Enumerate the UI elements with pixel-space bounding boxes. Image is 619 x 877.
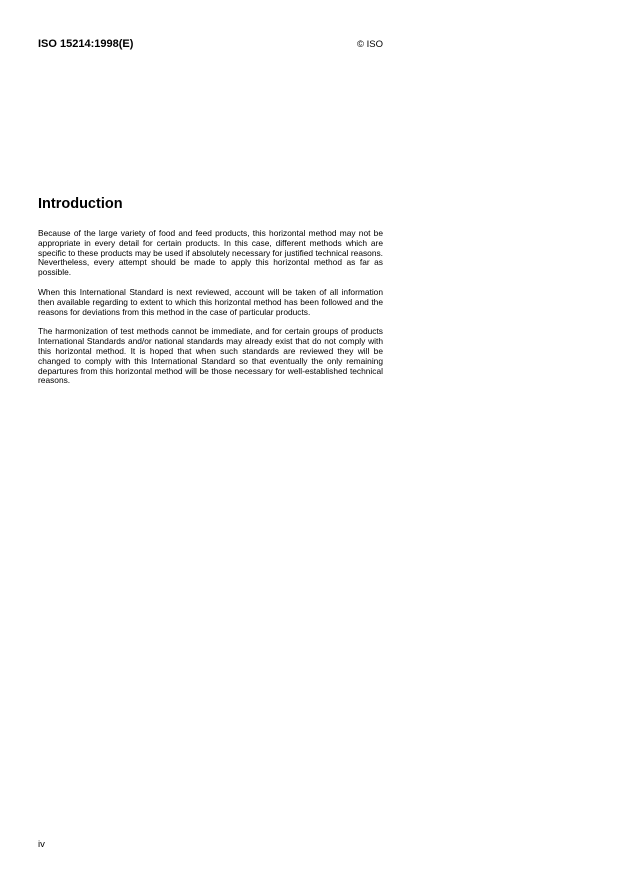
paragraph: Because of the large variety of food and feed products, this horizontal method may not be appropriate in every detail for certain products. In this case, different methods which are specific to these products may be used if absolutely necessary for justified technical reasons. Nevertheless, every attempt should be made to apply this horizontal method as far as possible. (38, 228, 383, 278)
section-body (38, 229, 383, 396)
paragraph: The harmonization of test methods cannot be immediate, and for certain groups of products International Standards and/or national standards may already exist that do not comply with this horizontal method. It is hoped that when such standards are reviewed they will be changed to comply with this International Standard so that eventually the only remaining departures from this horizontal method will be those necessary for well-established technical reasons. (38, 326, 383, 386)
copyright-notice: © ISO (356, 39, 383, 50)
document-code: ISO 15214:1998(E) (38, 38, 134, 50)
section-title: Introduction (38, 196, 123, 212)
page-number: iv (38, 839, 45, 850)
paragraph: When this International Standard is next reviewed, account will be taken of all information then available regarding to extent to which this horizontal method has been followed and the reasons for deviations from this method in the case of particular products. (38, 286, 383, 317)
